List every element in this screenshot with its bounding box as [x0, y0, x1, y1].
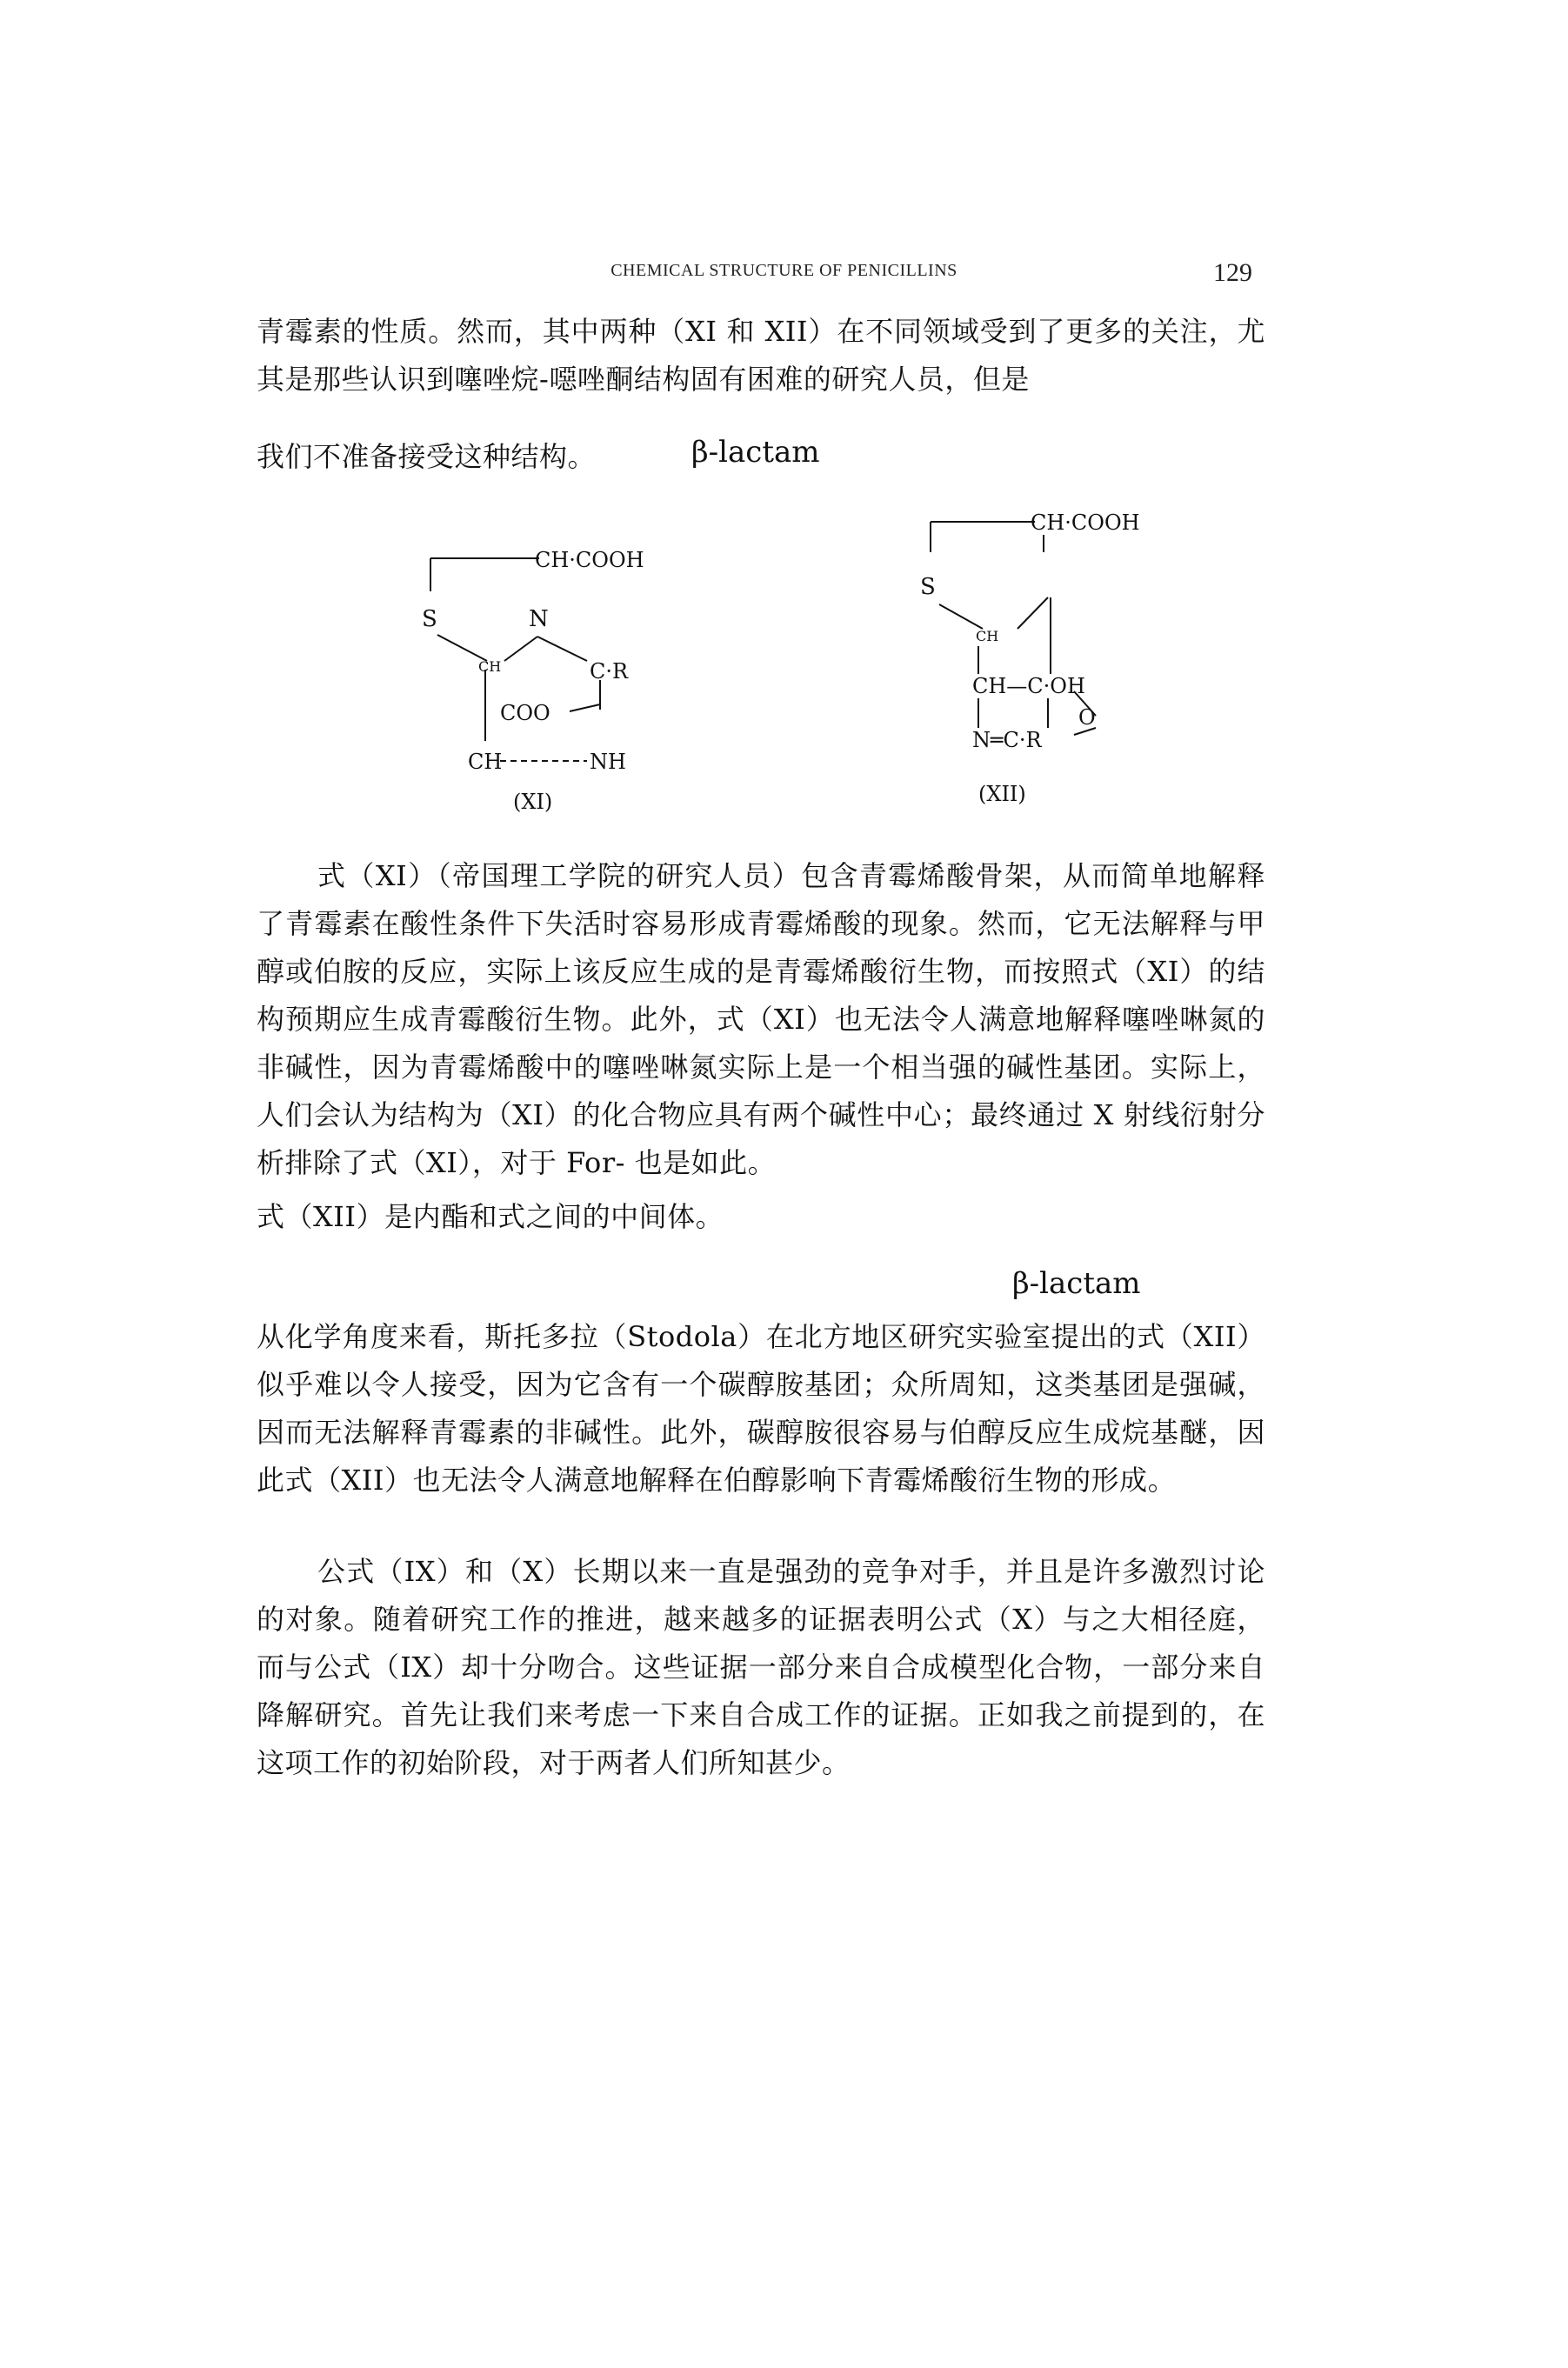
xii-bond-s-ch [939, 604, 983, 629]
xi-bond-cr-coo [570, 704, 600, 711]
xii-ch-c-oh: CH—C·OH [972, 674, 1085, 698]
xi-ch-fragment: CH [478, 658, 502, 675]
xi-nitrogen: N [529, 606, 549, 632]
xi-bond-n-cr [537, 637, 587, 661]
xi-nh-group: NH [590, 750, 626, 774]
structure-xii-svg [896, 500, 1226, 817]
xii-sulfur: S [920, 574, 936, 600]
paragraph-4: 式（XII）是内酯和式之间的中间体。 [257, 1200, 724, 1233]
paragraph-2: 我们不准备接受这种结构。 [257, 440, 597, 473]
structure-xi-diagram [391, 539, 722, 817]
xii-bond-ch-right [1018, 597, 1048, 629]
xi-bond-s-ch [437, 635, 487, 661]
beta-lactam-label-1: β-lactam [691, 435, 820, 470]
structure-xii-diagram [896, 500, 1226, 817]
running-head: CHEMICAL STRUCTURE OF PENICILLINS [611, 261, 957, 280]
xii-label: (XII) [978, 782, 1026, 806]
xi-bond-n-ch [504, 637, 537, 661]
xi-sulfur: S [422, 606, 437, 632]
beta-lactam-label-2: β-lactam [1012, 1266, 1141, 1301]
paragraph-5: 从化学角度来看，斯托多拉（Stodola）在北方地区研究实验室提出的式（XII）似乎难以令人接受，因为它含有一个碳醇胺基团；众所周知，这类基团是强碱，因而无法解释青霉素的非碱性。此外，碳醇胺很容易与伯醇反应生成烷基醚，因此式（XII）也无法令人满意地解释在伯醇影响下青霉烯酸衍生物的形成。 [257, 1320, 1265, 1497]
xi-ch-bottom: CH [468, 750, 503, 774]
xi-cr-group: C·R [590, 659, 629, 684]
paragraph-1: 青霉素的性质。然而，其中两种（XI 和 XII）在不同领域受到了更多的关注，尤其是那些认识到噻唑烷-噁唑酮结构固有困难的研究人员，但是 [257, 315, 1265, 396]
structure-xi-svg [391, 539, 722, 817]
paragraph-6: 公式（IX）和（X）长期以来一直是强劲的竞争对手，并且是许多激烈讨论的对象。随着研究工作的推进，越来越多的证据表明公式（X）与之大相径庭，而与公式（IX）却十分吻合。这些证据一部分来自合成模型化合物，一部分来自降解研究。首先让我们来考虑一下来自合成工作的证据。正如我之前提到的，在这项工作的初始阶段，对于两者人们所知甚少。 [257, 1555, 1265, 1779]
xi-coo-group: COO [500, 701, 550, 725]
xii-n-c-r: N═C·R [972, 728, 1042, 752]
xi-group-top: CH·COOH [535, 548, 644, 572]
xii-oxygen: O [1078, 705, 1096, 730]
xii-group-top: CH·COOH [1031, 510, 1140, 535]
xi-label: (XI) [513, 790, 553, 814]
paragraph-3: 式（XI）（帝国理工学院的研究人员）包含青霉烯酸骨架，从而简单地解释了青霉素在酸性条件下失活时容易形成青霉烯酸的现象。然而，它无法解释与甲醇或伯胺的反应，实际上该反应生成的是青霉烯酸衍生物，而按照式（XI）的结构预期应生成青霉酸衍生物。此外，式（XI）也无法令人满意地解释噻唑啉氮的非碱性，因为青霉烯酸中的噻唑啉氮实际上是一个相当强的碱性基团。实际上，人们会认为结构为（XI）的化合物应具有两个碱性中心；最终通过 X 射线衍射分析排除了式（XI），对于 For- 也是如此。 [257, 859, 1265, 1179]
page-number: 129 [1213, 258, 1252, 287]
xii-ch-fragment: CH [976, 628, 999, 644]
